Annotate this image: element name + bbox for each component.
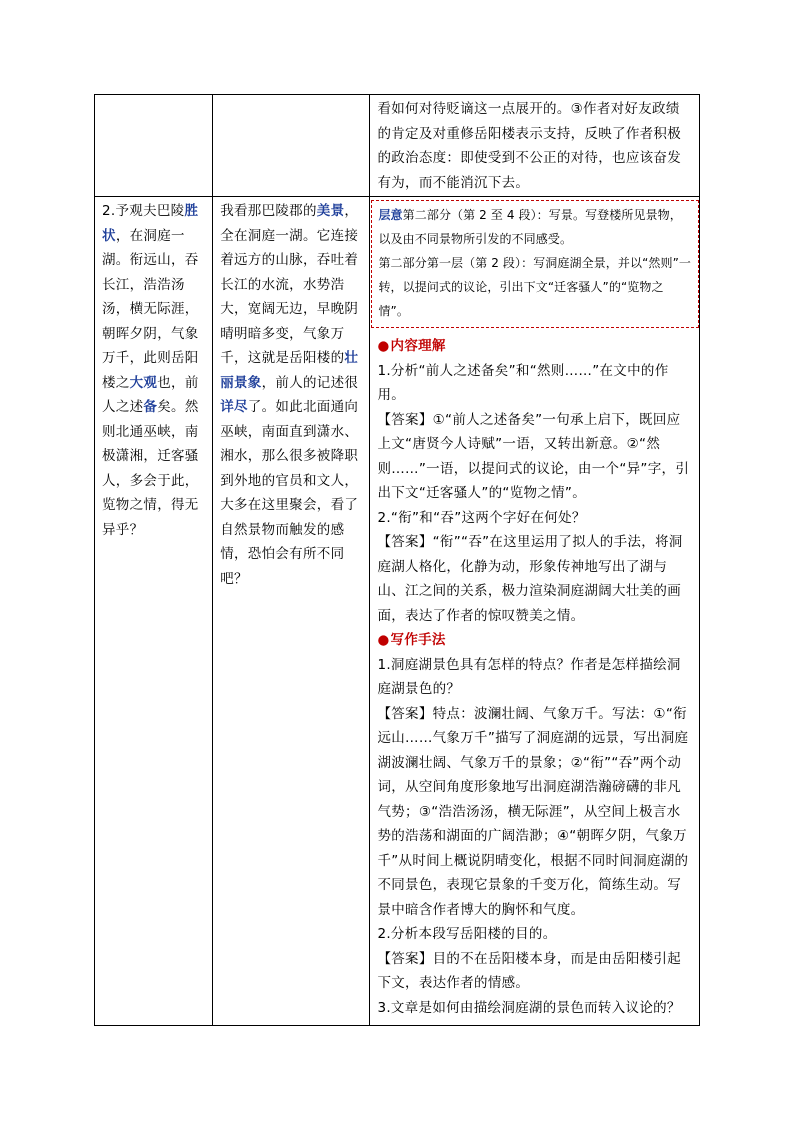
section-title-writing: ●写作手法 xyxy=(377,632,446,648)
structure-box xyxy=(371,200,699,328)
structure-part: 层意第二部分（第 2 至 4 段）：写景。写登楼所见景物，以及由不同景物所引发的不同感受。 xyxy=(378,208,682,246)
answer: 【答案】特点：波澜壮阔、气象万千。写法：①“衔远山……气象万千”描写了洞庭湖的远景，写出洞庭湖波澜壮阔、气象万千的景象；②“衔”“吞”两个动词，从空间角度形象地写出洞庭湖浩瀚磅礴的非凡气势；③“浩浩汤汤，横无际涯”，从空间上极言水势的浩荡和湖面的广阔浩渺；④“朝晖夕阴，气象万千”从时间上概说阴晴变化，根据不同时间洞庭湖的不同景色，表现它景象的千变万化，简练生动。写景中暗含作者博大的胸怀和气度。 xyxy=(377,705,689,918)
notes-table xyxy=(94,94,700,1026)
original-paragraph xyxy=(102,199,208,542)
original-text: 矣。然则北通巫峡，南极潇湘，迁客骚人，多会于此，览物之情，得无异乎？ xyxy=(102,399,199,538)
analysis-cell xyxy=(370,197,700,1026)
keyword-highlight: 壮丽景象 xyxy=(220,350,359,391)
question: 2.“衔”和“吞”这两个字好在何处？ xyxy=(377,509,586,526)
translation-cell xyxy=(213,95,370,197)
translation-text: ，全在洞庭一湖。它连接着远方的山脉，吞吐着长江的水流，水势浩大，宽阔无边，早晚阴晴明暗多变，气象万千，这就是岳阳楼的 xyxy=(220,203,359,366)
keyword-highlight: 详尽 xyxy=(220,399,248,415)
table-row xyxy=(95,197,700,1026)
keyword-highlight: 美景 xyxy=(316,203,345,219)
original-text: ，在洞庭一湖。衔远山，吞长江，浩浩汤汤，横无际涯，朝晖夕阴，气象万千，此则岳阳楼之 xyxy=(102,227,199,391)
original-text-cell xyxy=(95,197,213,1026)
answer: 【答案】“衔”“吞”在这里运用了拟人的手法，将洞庭湖人格化，化静为动，形象传神地写出了湖与山、江之间的关系，极力渲染洞庭湖阔大壮美的画面，表达了作者的惊叹赞美之情。 xyxy=(377,534,683,624)
bullet-icon: ● xyxy=(377,338,390,354)
analysis-cell xyxy=(370,95,700,197)
keyword-highlight: 备 xyxy=(143,399,158,415)
translation-cell xyxy=(213,197,370,1026)
translation-text: ，前人的记述很 xyxy=(261,374,359,391)
translation-paragraph xyxy=(220,199,365,591)
translation-text: 我看那巴陵郡的 xyxy=(220,203,317,219)
original-text: 2.予观夫巴陵 xyxy=(102,203,185,219)
answer: 【答案】目的不在岳阳楼本身，而是由岳阳楼引起下文，表达作者的情感。 xyxy=(377,950,682,991)
section-title-content: ●内容理解 xyxy=(377,338,446,354)
translation-text: 了。如此北面通向巫峡，南面直到潇水、湘水，那么很多被降职到外地的官员和文人，大多在这里聚会，看了自然景物而触发的感情，恐怕会有所不同吧？ xyxy=(220,399,359,587)
question: 2.分析本段写岳阳楼的目的。 xyxy=(377,926,557,942)
question: 1.分析“前人之述备矣”和“然则……”在文中的作用。 xyxy=(377,362,669,403)
table-row xyxy=(95,95,700,197)
keyword-highlight: 胜状 xyxy=(102,203,199,244)
structure-heading: 层意 xyxy=(378,208,403,222)
original-text-cell xyxy=(95,95,213,197)
original-text: 也，前人之述 xyxy=(102,374,199,415)
keyword-highlight: 大观 xyxy=(129,374,158,391)
analysis-continuation: 看如何对待贬谪这一点展开的。③作者对好友政绩的肯定及对重修岳阳楼表示支持，反映了作者积极的政治态度：即使受到不公正的对待，也应该奋发有为，而不能消沉下去。 xyxy=(377,101,682,191)
question: 1.洞庭湖景色具有怎样的特点？作者是怎样描绘洞庭湖景色的？ xyxy=(377,656,681,697)
bullet-icon: ● xyxy=(377,632,390,648)
question: 3.文章是如何由描绘洞庭湖的景色而转入议论的？ xyxy=(377,999,681,1016)
structure-layer: 第二部分第一层（第 2 段）：写洞庭湖全景，并以“然则”一转，以提问式的议论，引出下文“迁客骚人”的“览物之情”。 xyxy=(378,256,692,318)
answer: 【答案】①“前人之述备矣”一句承上启下，既回应上文“唐贤今人诗赋”一语，又转出新意。②“然则……”一语，以提问式的议论，由一个“异”字，引出下文“迁客骚人”的“览物之情”。 xyxy=(377,411,690,501)
